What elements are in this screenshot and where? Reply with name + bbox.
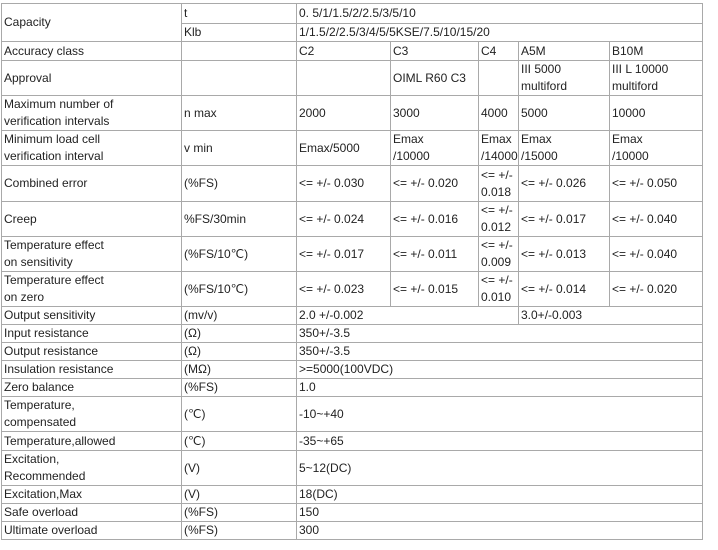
table-cell: III L 10000 multiford: [610, 61, 703, 96]
table-cell: A5M: [519, 42, 610, 61]
table-cell: [182, 42, 297, 61]
row-label-cell: Safe overload: [2, 504, 182, 522]
table-cell: %FS/30min: [182, 202, 297, 237]
table-row: [2, 522, 703, 540]
row-label-cell: Klb: [182, 24, 297, 42]
table-cell: 350+/-3.5: [297, 325, 703, 343]
row-label-cell: Ultimate overload: [2, 522, 182, 540]
table-cell: Emax/5000: [297, 131, 391, 166]
table-row: [2, 325, 703, 343]
table-cell: B10M: [610, 42, 703, 61]
table-row: [2, 451, 703, 486]
table-cell: 10000: [610, 96, 703, 131]
table-cell: (Ω): [182, 325, 297, 343]
table-cell: <= +/- 0.012: [479, 202, 519, 237]
table-cell: 150: [297, 504, 703, 522]
table-cell: <= +/- 0.015: [391, 272, 479, 307]
table-row: [2, 61, 703, 96]
table-row: [2, 166, 703, 202]
table-cell: n max: [182, 96, 297, 131]
table-cell: <= +/- 0.020: [610, 272, 703, 307]
table-cell: <= +/- 0.018: [479, 166, 519, 202]
table-row: [2, 361, 703, 379]
table-cell: [182, 61, 297, 96]
table-cell: 2.0 +/-0.002: [297, 307, 519, 325]
table-cell: OIML R60 C3: [391, 61, 479, 96]
row-label-cell: Approval: [2, 61, 182, 96]
table-row: [2, 96, 703, 131]
table-cell: (%FS): [182, 522, 297, 540]
table-cell: 18(DC): [297, 486, 703, 504]
table-cell: v min: [182, 131, 297, 166]
table-row: [2, 272, 703, 307]
table-row: [2, 343, 703, 361]
row-label-cell: Combined error: [2, 166, 182, 202]
table-cell: <= +/- 0.017: [519, 202, 610, 237]
table-cell: 3.0+/-0.003: [519, 307, 703, 325]
table-cell: 350+/-3.5: [297, 343, 703, 361]
table-cell: (%FS/10℃): [182, 272, 297, 307]
table-cell: (℃): [182, 432, 297, 451]
table-cell: <= +/- 0.014: [519, 272, 610, 307]
table-cell: <= +/- 0.023: [297, 272, 391, 307]
row-label-cell: Excitation,Max: [2, 486, 182, 504]
row-label-cell: Temperature effect on sensitivity: [2, 237, 182, 272]
table-row: [2, 379, 703, 397]
table-cell: 3000: [391, 96, 479, 131]
table-cell: <= +/- 0.010: [479, 272, 519, 307]
table-row: [2, 202, 703, 237]
table-cell: <= +/- 0.013: [519, 237, 610, 272]
table-cell: 2000: [297, 96, 391, 131]
table-cell: 0. 5/1/1.5/2/2.5/3/5/10: [297, 4, 703, 24]
table-cell: <= +/- 0.020: [391, 166, 479, 202]
table-cell: C4: [479, 42, 519, 61]
table-row: [2, 432, 703, 451]
table-row: [2, 131, 703, 166]
table-cell: -35~+65: [297, 432, 703, 451]
row-label-cell: Input resistance: [2, 325, 182, 343]
row-label-cell: Output resistance: [2, 343, 182, 361]
table-row: [2, 42, 703, 61]
table-cell: (V): [182, 451, 297, 486]
table-cell: <= +/- 0.050: [610, 166, 703, 202]
table-cell: <= +/- 0.040: [610, 202, 703, 237]
table-cell: <= +/- 0.016: [391, 202, 479, 237]
table-cell: [297, 61, 391, 96]
row-label-cell: Insulation resistance: [2, 361, 182, 379]
row-label-cell: Minimum load cell verification interval: [2, 131, 182, 166]
row-label-cell: Temperature,allowed: [2, 432, 182, 451]
table-cell: <= +/- 0.011: [391, 237, 479, 272]
table-cell: <= +/- 0.024: [297, 202, 391, 237]
table-cell: 1.0: [297, 379, 703, 397]
table-cell: Emax /14000: [479, 131, 519, 166]
table-cell: (℃): [182, 397, 297, 432]
table-cell: >=5000(100VDC): [297, 361, 703, 379]
table-cell: (%FS): [182, 379, 297, 397]
table-cell: (Ω): [182, 343, 297, 361]
table-cell: (V): [182, 486, 297, 504]
table-row: [2, 237, 703, 272]
table-row: [2, 504, 703, 522]
load-cell-spec-table: [1, 3, 703, 540]
table-cell: Emax /10000: [610, 131, 703, 166]
table-cell: (%FS): [182, 504, 297, 522]
table-cell: 5000: [519, 96, 610, 131]
table-cell: Emax /15000: [519, 131, 610, 166]
table-cell: C2: [297, 42, 391, 61]
table-cell: <= +/- 0.040: [610, 237, 703, 272]
table-cell: (mv/v): [182, 307, 297, 325]
table-row: [2, 307, 703, 325]
table-cell: III 5000 multiford: [519, 61, 610, 96]
spec-table-body: [2, 4, 703, 540]
table-cell: -10~+40: [297, 397, 703, 432]
table-cell: 5~12(DC): [297, 451, 703, 486]
row-label-cell: Temperature effect on zero: [2, 272, 182, 307]
row-label-cell: Excitation, Recommended: [2, 451, 182, 486]
table-row: [2, 397, 703, 432]
table-cell: (%FS): [182, 166, 297, 202]
table-row: [2, 486, 703, 504]
table-cell: 4000: [479, 96, 519, 131]
table-cell: 1/1.5/2/2.5/3/4/5/5KSE/7.5/10/15/20: [297, 24, 703, 42]
table-cell: Emax /10000: [391, 131, 479, 166]
table-cell: C3: [391, 42, 479, 61]
row-label-cell: Temperature, compensated: [2, 397, 182, 432]
table-row: [2, 4, 703, 24]
row-label-cell: Zero balance: [2, 379, 182, 397]
table-cell: (MΩ): [182, 361, 297, 379]
table-cell: t: [182, 4, 297, 24]
table-cell: <= +/- 0.009: [479, 237, 519, 272]
row-label-cell: Capacity: [2, 4, 182, 42]
table-cell: 300: [297, 522, 703, 540]
row-label-cell: Creep: [2, 202, 182, 237]
table-cell: <= +/- 0.017: [297, 237, 391, 272]
row-label-cell: Accuracy class: [2, 42, 182, 61]
table-cell: <= +/- 0.026: [519, 166, 610, 202]
table-cell: (%FS/10℃): [182, 237, 297, 272]
table-cell: [479, 61, 519, 96]
row-label-cell: Output sensitivity: [2, 307, 182, 325]
row-label-cell: Maximum number of verification intervals: [2, 96, 182, 131]
table-cell: <= +/- 0.030: [297, 166, 391, 202]
